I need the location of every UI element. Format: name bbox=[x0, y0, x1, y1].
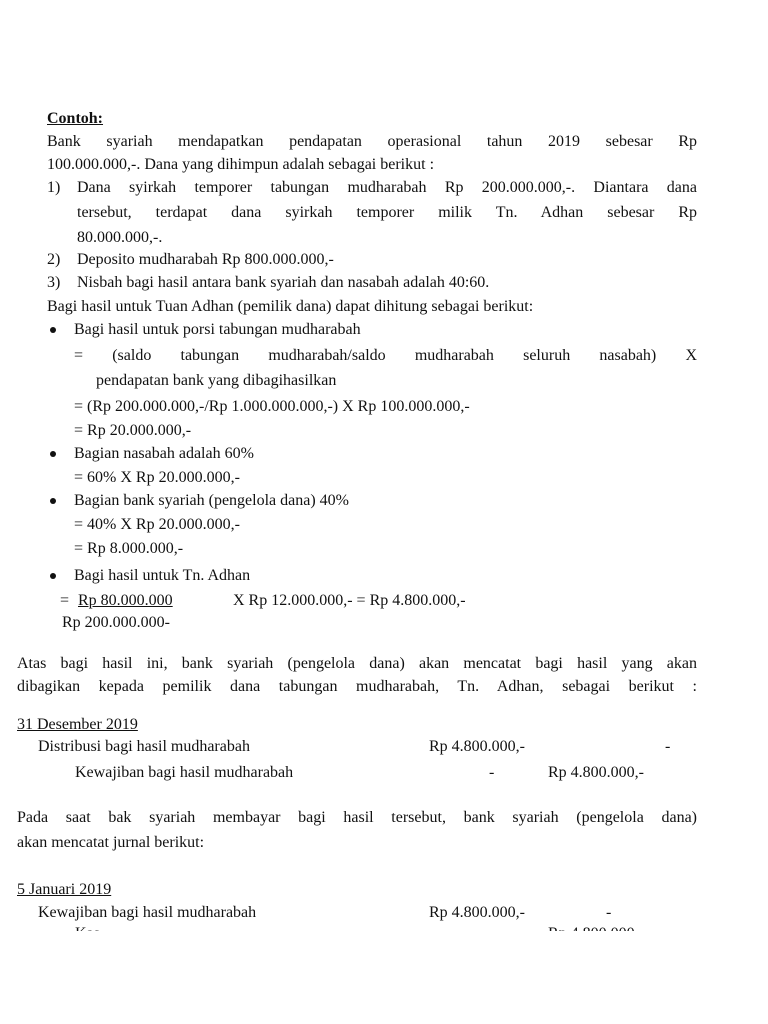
journal2-row1-account: Kewajiban bagi hasil mudharabah bbox=[38, 904, 257, 921]
fraction-numerator: Rp 80.000.000 bbox=[78, 592, 173, 609]
bullet-3-line-1: = 40% X Rp 20.000.000,- bbox=[74, 516, 240, 533]
list-item-1-line-2: tersebut, terdapat dana syirkah temporer milik Tn. Adhan sebesar Rp bbox=[77, 204, 697, 221]
bullet-2-title: Bagian nasabah adalah 60% bbox=[74, 445, 254, 462]
bullet-icon bbox=[50, 498, 56, 504]
fraction-rest: X Rp 12.000.000,- = Rp 4.800.000,- bbox=[233, 592, 466, 609]
journal1-row2-credit: Rp 4.800.000,- bbox=[548, 764, 644, 781]
bullet-icon bbox=[50, 327, 56, 333]
journal1-row2-account: Kewajiban bagi hasil mudharabah bbox=[75, 764, 294, 781]
intro-line-2: 100.000.000,-. Dana yang dihimpun adalah sebagai berikut : bbox=[47, 156, 435, 173]
list-number-2: 2) bbox=[47, 251, 61, 268]
bullet-3-title: Bagian bank syariah (pengelola dana) 40% bbox=[74, 492, 350, 509]
bullet-4-title: Bagi hasil untuk Tn. Adhan bbox=[74, 567, 251, 584]
para2-line-2: akan mencatat jurnal berikut: bbox=[17, 834, 205, 851]
para1-line-2: dibagikan kepada pemilik dana tabungan mudharabah, Tn. Adhan, sebagai berikut : bbox=[17, 678, 697, 695]
bullet-1-line-1: = (saldo tabungan mudharabah/saldo mudharabah seluruh nasabah) X bbox=[74, 347, 697, 364]
journal2-row1-credit: - bbox=[606, 904, 612, 921]
bullet-1-line-3: = (Rp 200.000.000,-/Rp 1.000.000.000,-) X Rp 100.000.000,- bbox=[74, 398, 470, 415]
bullet-icon bbox=[50, 451, 56, 457]
bullet-3-line-2: = Rp 8.000.000,- bbox=[74, 540, 184, 557]
journal2-row1-debit: Rp 4.800.000,- bbox=[429, 904, 525, 921]
list-number-3: 3) bbox=[47, 274, 61, 291]
bullet-2-line-1: = 60% X Rp 20.000.000,- bbox=[74, 469, 240, 486]
journal1-row1-debit: Rp 4.800.000,- bbox=[429, 738, 525, 755]
para1-line-1: Atas bagi hasil ini, bank syariah (pengelola dana) akan mencatat bagi hasil yang akan bbox=[17, 655, 697, 672]
example-heading: Contoh: bbox=[47, 110, 104, 127]
page-crop bbox=[0, 931, 768, 1024]
journal2-date: 5 Januari 2019 bbox=[17, 881, 112, 898]
list-item-1-line-1: Dana syirkah temporer tabungan mudharabah Rp 200.000.000,-. Diantara dana bbox=[77, 179, 697, 196]
calc-intro: Bagi hasil untuk Tuan Adhan (pemilik dana) dapat dihitung sebagai berikut: bbox=[47, 298, 534, 315]
para2-line-1: Pada saat bak syariah membayar bagi hasil tersebut, bank syariah (pengelola dana) bbox=[17, 809, 697, 826]
journal1-row1-account: Distribusi bagi hasil mudharabah bbox=[38, 738, 250, 755]
bullet-1-title: Bagi hasil untuk porsi tabungan mudharabah bbox=[74, 321, 361, 338]
journal1-row2-debit: - bbox=[489, 764, 495, 781]
bullet-1-line-2: pendapatan bank yang dibagihasilkan bbox=[96, 372, 337, 389]
intro-line-1: Bank syariah mendapatkan pendapatan operasional tahun 2019 sebesar Rp bbox=[47, 133, 697, 150]
fraction-denominator: Rp 200.000.000- bbox=[62, 614, 170, 631]
list-number-1: 1) bbox=[47, 179, 61, 196]
fraction-prefix: = bbox=[60, 592, 70, 609]
journal1-row1-credit: - bbox=[665, 738, 671, 755]
list-item-2-line-1: Deposito mudharabah Rp 800.000.000,- bbox=[77, 251, 334, 268]
list-item-3-line-1: Nisbah bagi hasil antara bank syariah dan nasabah adalah 40:60. bbox=[77, 274, 490, 291]
bullet-icon bbox=[50, 573, 56, 579]
bullet-1-line-4: = Rp 20.000.000,- bbox=[74, 422, 192, 439]
journal1-date: 31 Desember 2019 bbox=[17, 716, 138, 733]
list-item-1-line-3: 80.000.000,-. bbox=[77, 229, 163, 246]
